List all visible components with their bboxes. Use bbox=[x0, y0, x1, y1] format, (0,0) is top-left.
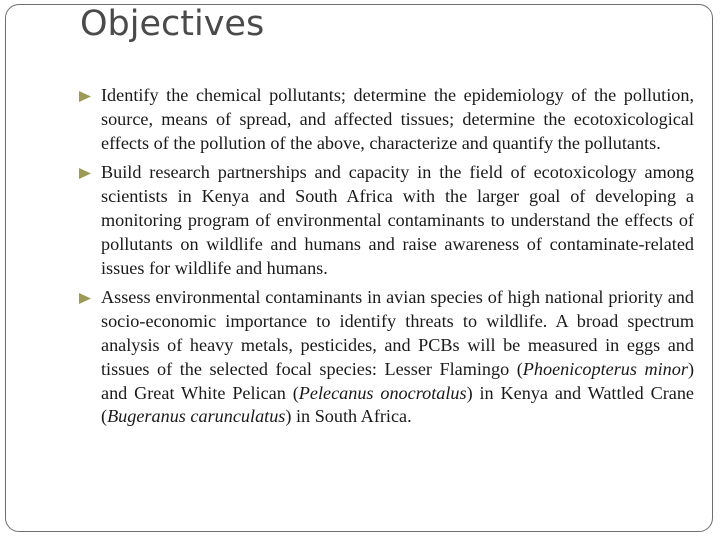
objective-item bbox=[78, 161, 694, 280]
species-name: Pelecanus onocrotalus bbox=[298, 382, 467, 403]
species-name: Bugeranus carunculatus bbox=[107, 406, 286, 427]
objectives-list bbox=[78, 84, 694, 435]
objective-item bbox=[78, 84, 694, 155]
slide-title: Objectives bbox=[80, 4, 265, 44]
species-name: Phoenicopterus minor bbox=[522, 358, 688, 379]
objective-text: Identify the chemical pollutants; determine the epidemiology of the pollution, source, means of spread, and affected tissues; determine the ecotoxicological effects of the pollution of the above, characterize and quantify the pollutants. bbox=[101, 85, 694, 153]
objective-text: Build research partnerships and capacity in the field of ecotoxicology among scientists in Kenya and South Africa with the larger goal of developing a monitoring program of environmental contaminants to understand the effects of pollutants on wildlife and humans and raise awareness of contaminate-related issues for wildlife and humans. bbox=[101, 162, 694, 278]
objective-text: ) and Great White Pelican ( bbox=[101, 358, 694, 403]
objective-text: ) in South Africa. bbox=[285, 406, 412, 427]
bullet-icon bbox=[79, 168, 91, 179]
objective-text: Assess environmental contaminants in avian species of high national priority and socio-economic importance to identify threats to wildlife. A broad spectrum analysis of heavy metals, pesticides, and PCBs will be measured in eggs and tissues of the selected focal species: Lesser Flamingo ( bbox=[101, 287, 694, 379]
bullet-icon bbox=[79, 293, 91, 304]
bullet-icon bbox=[79, 91, 91, 102]
objective-text: ) in Kenya and Wattled Crane ( bbox=[101, 382, 694, 427]
objective-item bbox=[78, 286, 694, 429]
